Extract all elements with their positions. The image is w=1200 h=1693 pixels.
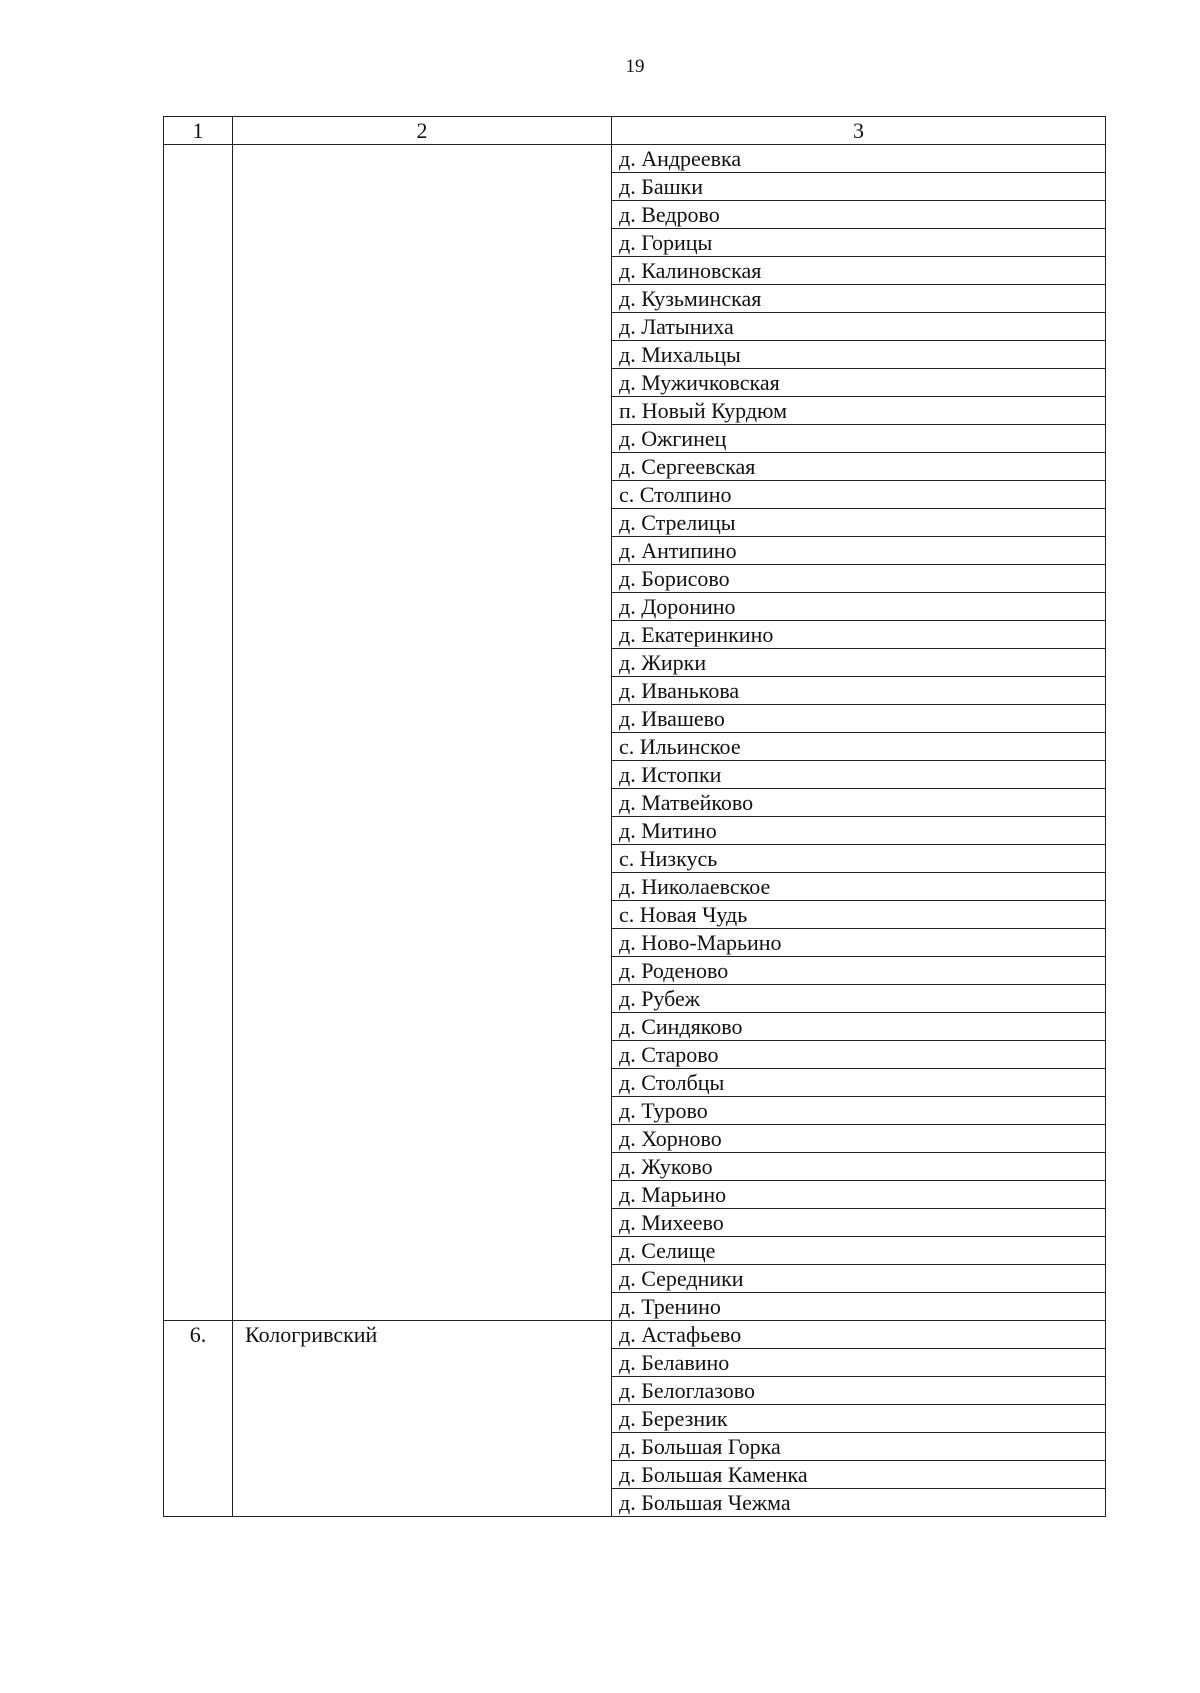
- settlement-cell: д. Астафьево: [612, 1321, 1106, 1349]
- header-col-3: 3: [612, 117, 1106, 145]
- settlement-cell: д. Михеево: [612, 1209, 1106, 1237]
- settlement-cell: д. Большая Каменка: [612, 1461, 1106, 1489]
- settlements-table: [163, 116, 1106, 1517]
- settlement-cell: д. Жирки: [612, 649, 1106, 677]
- table-row: [164, 1321, 1106, 1349]
- settlement-cell: д. Большая Горка: [612, 1433, 1106, 1461]
- settlement-cell: д. Большая Чежма: [612, 1489, 1106, 1517]
- settlement-cell: д. Истопки: [612, 761, 1106, 789]
- settlement-cell: д. Сергеевская: [612, 453, 1106, 481]
- settlement-cell: д. Турово: [612, 1097, 1106, 1125]
- settlement-cell: д. Рубеж: [612, 985, 1106, 1013]
- settlement-cell: д. Столбцы: [612, 1069, 1106, 1097]
- settlement-cell: д. Середники: [612, 1265, 1106, 1293]
- settlement-cell: д. Старово: [612, 1041, 1106, 1069]
- settlement-cell: с. Новая Чудь: [612, 901, 1106, 929]
- header-col-2: 2: [233, 117, 612, 145]
- settlement-cell: с. Низкусь: [612, 845, 1106, 873]
- settlement-cell: д. Ново-Марьино: [612, 929, 1106, 957]
- settlement-cell: д. Антипино: [612, 537, 1106, 565]
- settlement-cell: д. Латыниха: [612, 313, 1106, 341]
- settlement-cell: д. Селище: [612, 1237, 1106, 1265]
- settlement-cell: д. Николаевское: [612, 873, 1106, 901]
- settlement-cell: д. Мужичковская: [612, 369, 1106, 397]
- header-col-1: 1: [164, 117, 233, 145]
- settlement-cell: д. Иванькова: [612, 677, 1106, 705]
- settlement-cell: д. Ивашево: [612, 705, 1106, 733]
- row-number-cell: 6.: [164, 1321, 233, 1517]
- settlement-cell: с. Столпино: [612, 481, 1106, 509]
- settlement-cell: д. Марьино: [612, 1181, 1106, 1209]
- settlement-cell: д. Роденово: [612, 957, 1106, 985]
- settlement-cell: д. Матвейково: [612, 789, 1106, 817]
- page-number: 19: [625, 56, 645, 77]
- settlement-cell: д. Кузьминская: [612, 285, 1106, 313]
- settlement-cell: д. Доронино: [612, 593, 1106, 621]
- row-number-cell: [164, 145, 233, 1321]
- settlement-cell: д. Стрелицы: [612, 509, 1106, 537]
- settlement-cell: д. Митино: [612, 817, 1106, 845]
- settlement-cell: д. Синдяково: [612, 1013, 1106, 1041]
- settlement-cell: д. Тренино: [612, 1293, 1106, 1321]
- settlement-cell: д. Ожгинец: [612, 425, 1106, 453]
- settlement-cell: д. Борисово: [612, 565, 1106, 593]
- settlement-cell: д. Горицы: [612, 229, 1106, 257]
- table-row: [164, 145, 1106, 173]
- settlement-cell: д. Екатеринкино: [612, 621, 1106, 649]
- settlement-cell: д. Михальцы: [612, 341, 1106, 369]
- settlement-cell: д. Березник: [612, 1405, 1106, 1433]
- table-header-row: [164, 117, 1106, 145]
- district-cell: [233, 145, 612, 1321]
- settlement-cell: д. Башки: [612, 173, 1106, 201]
- settlement-cell: д. Белавино: [612, 1349, 1106, 1377]
- settlement-cell: д. Белоглазово: [612, 1377, 1106, 1405]
- settlement-cell: д. Хорново: [612, 1125, 1106, 1153]
- settlement-cell: д. Калиновская: [612, 257, 1106, 285]
- district-cell: Кологривский: [233, 1321, 612, 1517]
- settlement-cell: с. Ильинское: [612, 733, 1106, 761]
- settlement-cell: п. Новый Курдюм: [612, 397, 1106, 425]
- settlement-cell: д. Андреевка: [612, 145, 1106, 173]
- settlement-cell: д. Ведрово: [612, 201, 1106, 229]
- settlement-cell: д. Жуково: [612, 1153, 1106, 1181]
